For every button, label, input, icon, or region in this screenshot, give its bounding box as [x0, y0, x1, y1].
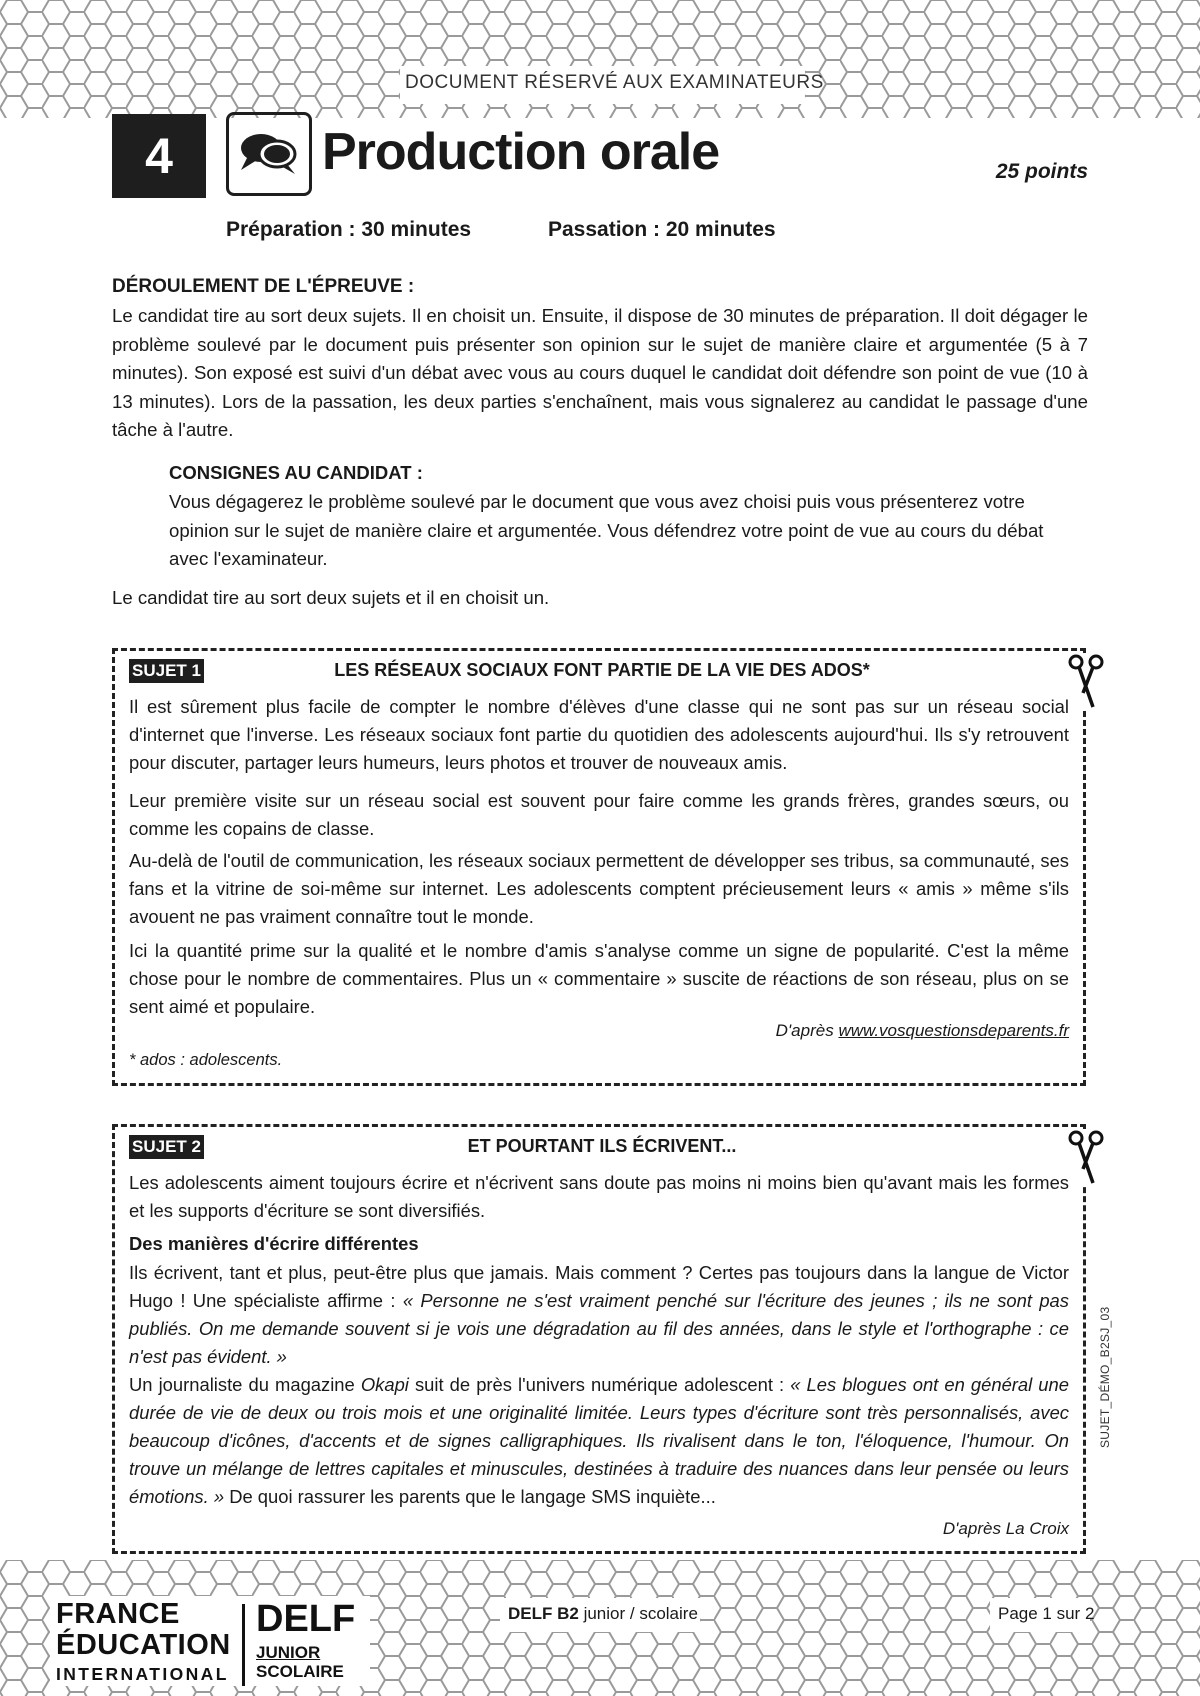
- sujet-1-title: LES RÉSEAUX SOCIAUX FONT PARTIE DE LA VIE DES ADOS*: [334, 660, 870, 680]
- sujet-1-paragraph: Ici la quantité prime sur la qualité et le nombre d'amis s'analyse comme un signe de popularité. C'est la même chose pour le nombre de commentaires. Plus un « commentaire » suscite de réactions de son réseau, plus on se sent aimé et populaire.: [129, 940, 1069, 1017]
- examiner-note: DOCUMENT RÉSERVÉ AUX EXAMINATEURS: [405, 72, 824, 93]
- section-number: 4: [112, 114, 206, 198]
- footer-level: DELF B2 junior / scolaire: [508, 1604, 698, 1623]
- sujet-2-tag: SUJET 2: [129, 1135, 204, 1159]
- sujet-2-paragraph: Ils écrivent, tant et plus, peut-être plus que jamais. Mais comment ? Certes pas toujours dans la langue de Victor Hugo ! Une spécialiste affirme : « Personne ne s'est vraiment penché sur l'écriture des jeunes ; ils ne sont pas publiés. On me demande souvent si je vois une dégradation au fil des années, dans le style et l'orthographe : ce n'est pas évident. »: [129, 1262, 1069, 1367]
- sujet-2-paragraph: Un journaliste du magazine Okapi suit de près l'univers numérique adolescent : « Les blogues ont en général une durée de vie de deux ou trois mois et une originalité limitée. Leurs types d'écriture sont très personnalisés, avec beaucoup d'icônes, d'accents et de signes calligraphiques. Ils rivalisent dans le ton, l'éloquence, l'humour. On trouve un mélange de lettres capitales et minuscules, destinées à traduire des nuances dans leur pensée ou leurs émotions. » De quoi rassurer les parents que le langage SMS inquiète...: [129, 1374, 1069, 1507]
- sujet-2-title: ET POURTANT ILS ÉCRIVENT...: [467, 1136, 737, 1156]
- sujet-2-card: [112, 1124, 1086, 1554]
- sujet-2-subheading: Des manières d'écrire différentes: [129, 1233, 419, 1254]
- source-prefix: D'après: [942, 1519, 1006, 1538]
- preparation-time: Préparation : 30 minutes: [226, 218, 472, 241]
- sujet-1-paragraph: Il est sûrement plus facile de compter le nombre d'élèves d'une classe qui ne sont pas sur un réseau social d'internet que l'inverse. Les réseaux sociaux font partie du quotidien des adolescents aujourd'hui. Ils s'y retrouvent pour discuter, partager leurs humeurs, leurs photos et trouver de nouveaux amis.: [129, 696, 1069, 773]
- france-education-international-logo: FRANCE ÉDUCATION INTERNATIONAL: [56, 1598, 231, 1684]
- points-label: 25 points: [995, 160, 1088, 183]
- source-prefix: D'après: [775, 1021, 839, 1040]
- document-code: SUJET_DÉMO_B2SJ_03: [1098, 1306, 1112, 1448]
- sujet-2-source: [943, 1519, 1069, 1539]
- sujet-1-card: [112, 648, 1086, 1086]
- deroulement-heading: DÉROULEMENT DE L'ÉPREUVE :: [112, 276, 415, 297]
- speech-bubbles-icon: [226, 112, 312, 196]
- passation-time: Passation : 20 minutes: [548, 218, 776, 241]
- logo-divider: [242, 1604, 245, 1686]
- sujet-1-footnote: * ados : adolescents.: [129, 1051, 283, 1069]
- sujet-1-paragraph: Leur première visite sur un réseau social est souvent pour faire comme les grands frères, grandes sœurs, ou comme les copains de classe.: [129, 790, 1069, 839]
- consignes-text: Vous dégagerez le problème soulevé par le document que vous avez choisi puis vous présenterez votre opinion sur le sujet de manière claire et argumentée. Vous défendrez votre point de vue au cours du débat avec l'examinateur.: [169, 491, 1044, 569]
- draw-note: Le candidat tire au sort deux sujets et il en choisit un.: [112, 587, 550, 608]
- sujet-1-tag: SUJET 1: [129, 659, 204, 683]
- scissors-icon: [1067, 653, 1105, 711]
- page-number: Page 1 sur 2: [998, 1604, 1095, 1623]
- consignes-heading: CONSIGNES AU CANDIDAT :: [169, 462, 423, 483]
- deroulement-text: Le candidat tire au sort deux sujets. Il en choisit un. Ensuite, il dispose de 30 minutes de préparation. Il doit dégager le problème soulevé par le document puis présenter son opinion sur le sujet de manière claire et argumentée (5 à 7 minutes). Son exposé est suivi d'un débat avec vous au cours duquel le candidat doit défendre son point de vue (10 à 13 minutes). Lors de la passation, les deux parties s'enchaînent, mais vous signalerez au candidat le passage d'une tâche à l'autre.: [112, 305, 1088, 440]
- sujet-1-paragraph: Au-delà de l'outil de communication, les réseaux sociaux permettent de développer ses tribus, sa communauté, ses fans et la vitrine de soi-même sur internet. Les adolescents comptent précieusement leurs « amis » même s'ils avouent ne pas vraiment connaître tout le monde.: [129, 850, 1069, 927]
- sujet-1-source: [776, 1021, 1069, 1041]
- page-title: Production orale: [322, 123, 720, 181]
- delf-junior-logo: DELF JUNIOR SCOLAIRE: [256, 1598, 356, 1681]
- scissors-icon: [1067, 1129, 1105, 1187]
- source-link[interactable]: www.vosquestionsdeparents.fr: [838, 1021, 1069, 1040]
- sujet-2-intro: Les adolescents aiment toujours écrire et n'écrivent sans doute pas moins ni moins bien qu'avant mais les formes et les supports d'écriture se sont diversifiés.: [129, 1172, 1069, 1221]
- source-name: La Croix: [1005, 1519, 1069, 1538]
